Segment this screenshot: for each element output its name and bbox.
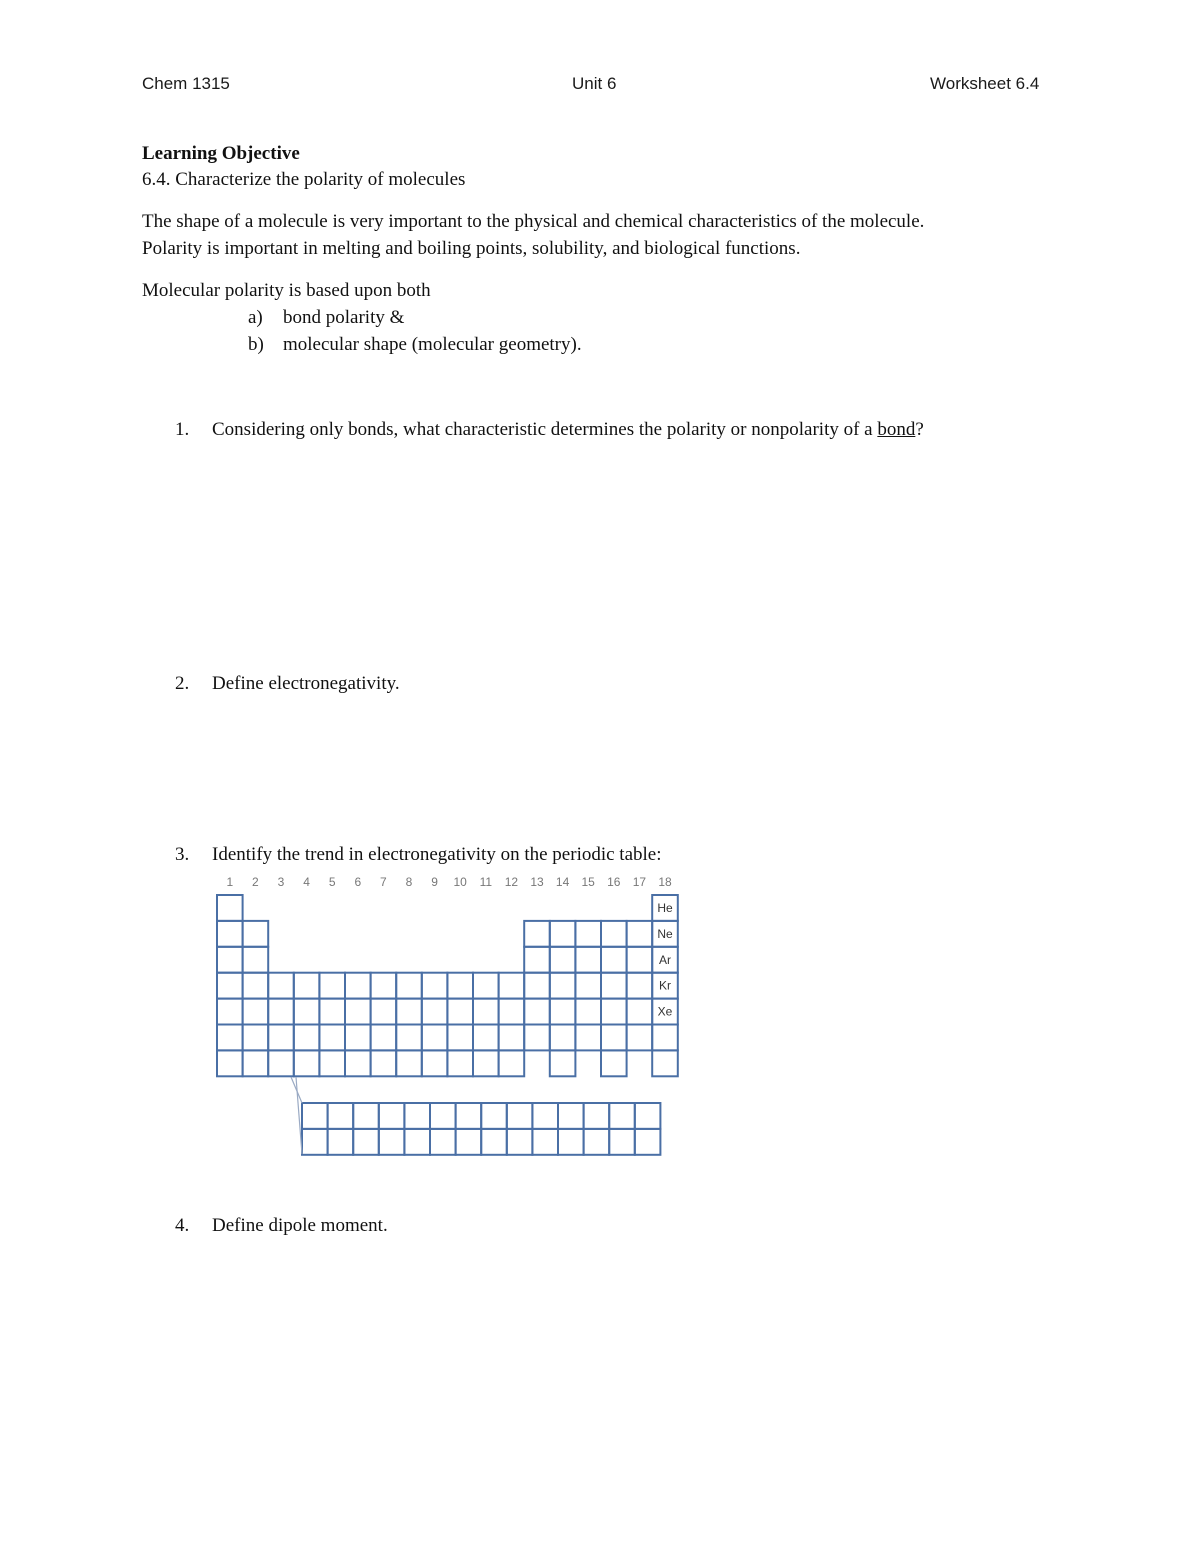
element-cell-p7-g11 [473,1050,499,1076]
basis-item-b: molecular shape (molecular geometry). [283,334,582,355]
question-1-number: 1. [175,419,190,440]
f-block-cell-r1-c4 [379,1103,405,1129]
element-cell-p6-g15 [575,1025,601,1051]
element-cell-p7-g2 [243,1050,269,1076]
group-number-17: 17 [632,875,647,889]
element-cell-p4-g7 [371,973,397,999]
element-cell-p7-g9 [422,1050,448,1076]
group-number-7: 7 [380,875,387,889]
element-cell-p7-g6 [345,1050,371,1076]
element-cell-p4-g8 [396,973,422,999]
element-cell-p5-g5 [319,999,345,1025]
element-cell-p5-g1 [217,999,243,1025]
element-cell-p5-g16 [601,999,627,1025]
group-number-1: 1 [226,875,234,889]
element-cell-p5-g17 [627,999,653,1025]
f-block-cell-r1-c2 [328,1103,354,1129]
element-cell-p7-g8 [396,1050,422,1076]
element-cell-p4-g17 [627,973,653,999]
element-cell-p4-g6 [345,973,371,999]
element-cell-p4-g16 [601,973,627,999]
f-block-cell-r2-c2 [328,1129,354,1155]
group-number-16: 16 [607,875,621,889]
f-block-cell-r2-c9 [507,1129,533,1155]
basis-marker-b: b) [248,334,264,355]
group-number-12: 12 [504,875,519,889]
element-cell-p4-g14 [550,973,576,999]
f-block-cell-r1-c3 [353,1103,379,1129]
question-1-tail: ? [915,419,924,440]
objective-heading: Learning Objective [142,143,300,164]
group-number-14: 14 [555,875,570,889]
f-block-cell-r2-c8 [481,1129,507,1155]
f-block-cell-r2-c1 [302,1129,328,1155]
element-cell-p6-g12 [499,1025,525,1051]
f-block-cell-r2-c3 [353,1129,379,1155]
basis-lead: Molecular polarity is based upon both [142,280,431,301]
element-cell-p2-g1 [217,921,243,947]
f-block-cell-r2-c14 [635,1129,661,1155]
element-cell-p2-g17 [627,921,653,947]
element-cell-p4-g13 [524,973,550,999]
element-cell-p5-g14 [550,999,576,1025]
f-block-cell-r2-c5 [404,1129,430,1155]
question-1-emphasis: bond [877,419,916,440]
element-cell-p4-g15 [575,973,601,999]
group-number-6: 6 [354,875,362,889]
element-cell-p7-g12 [499,1050,525,1076]
element-cell-p4-g3 [268,973,294,999]
noble-gas-label-kr: Kr [659,978,671,993]
element-cell-p6-g14 [550,1025,576,1051]
element-cell-p6-g7 [371,1025,397,1051]
noble-gas-label-he: He [657,901,673,915]
element-cell-p6-g10 [447,1025,473,1051]
question-2-number: 2. [175,673,190,694]
element-cell-p6-g9 [422,1025,448,1051]
f-block-cell-r1-c5 [404,1103,430,1129]
header-unit: Unit 6 [572,74,617,93]
noble-gas-label-ar: Ar [659,952,671,967]
element-cell-p7-g14 [550,1050,576,1076]
element-cell-p5-g15 [575,999,601,1025]
element-cell-p4-g10 [447,973,473,999]
intro-line-1: The shape of a molecule is very important to the physical and chemical characteristics of the molecule. [142,211,925,232]
f-block-cell-r1-c7 [456,1103,482,1129]
element-cell-p4-g4 [294,973,320,999]
basis-marker-a: a) [248,307,263,328]
element-cell-p7-g18 [652,1050,678,1076]
element-cell-p3-g13 [524,947,550,973]
element-cell-p3-g16 [601,947,627,973]
group-number-13: 13 [530,875,544,889]
f-block-cell-r1-c6 [430,1103,456,1129]
group-number-8: 8 [405,875,413,889]
question-1-text: Considering only bonds, what characteristic determines the polarity or nonpolarity of a [212,419,878,440]
f-block-cell-r1-c10 [532,1103,558,1129]
noble-gas-label-xe: Xe [657,1004,673,1019]
f-block-cell-r2-c10 [532,1129,558,1155]
element-cell-p3-g17 [627,947,653,973]
group-number-3: 3 [277,875,285,889]
f-block-cell-r1-c13 [609,1103,635,1129]
f-block-cell-r1-c14 [635,1103,661,1129]
group-number-15: 15 [581,875,595,889]
question-2-text: Define electronegativity. [212,673,400,694]
element-cell-p4-g5 [319,973,345,999]
element-cell-p7-g16 [601,1050,627,1076]
element-cell-p5-g4 [294,999,320,1025]
group-number-10: 10 [453,875,467,889]
header-worksheet: Worksheet 6.4 [930,74,1040,93]
element-cell-p6-g18 [652,1025,678,1051]
element-cell-p2-g13 [524,921,550,947]
element-cell-p7-g3 [268,1050,294,1076]
element-cell-p2-g14 [550,921,576,947]
element-cell-p6-g17 [627,1025,653,1051]
element-cell-p6-g16 [601,1025,627,1051]
element-cell-p7-g10 [447,1050,473,1076]
f-block-cell-r2-c13 [609,1129,635,1155]
group-number-18: 18 [658,875,672,889]
element-cell-p7-g7 [371,1050,397,1076]
element-cell-p3-g2 [243,947,269,973]
group-number-2: 2 [252,875,259,889]
element-cell-p6-g3 [268,1025,294,1051]
element-cell-p5-g13 [524,999,550,1025]
objective-text: 6.4. Characterize the polarity of molecules [142,169,466,190]
question-4-number: 4. [175,1215,190,1236]
element-cell-p2-g2 [243,921,269,947]
group-number-11: 11 [479,875,493,889]
element-cell-p2-g15 [575,921,601,947]
element-cell-p6-g4 [294,1025,320,1051]
basis-item-a: bond polarity & [283,307,405,328]
element-cell-p4-g2 [243,973,269,999]
element-cell-p3-g14 [550,947,576,973]
header-course: Chem 1315 [142,74,230,93]
element-cell-p5-g11 [473,999,499,1025]
f-block-cell-r1-c11 [558,1103,584,1129]
noble-gas-label-ne: Ne [657,926,673,941]
element-cell-p3-g15 [575,947,601,973]
f-block-cell-r2-c12 [584,1129,610,1155]
element-cell-p1-g1 [217,895,243,921]
element-cell-p5-g12 [499,999,525,1025]
element-cell-p5-g9 [422,999,448,1025]
element-cell-p5-g3 [268,999,294,1025]
element-cell-p6-g5 [319,1025,345,1051]
f-block-cell-r1-c1 [302,1103,328,1129]
element-cell-p3-g1 [217,947,243,973]
element-cell-p4-g11 [473,973,499,999]
f-block-cell-r2-c7 [456,1129,482,1155]
element-cell-p6-g6 [345,1025,371,1051]
element-cell-p6-g11 [473,1025,499,1051]
element-cell-p4-g9 [422,973,448,999]
f-block-cell-r1-c12 [584,1103,610,1129]
intro-line-2: Polarity is important in melting and boiling points, solubility, and biological functions. [142,238,801,259]
element-cell-p7-g4 [294,1050,320,1076]
f-block-cell-r1-c8 [481,1103,507,1129]
element-cell-p5-g8 [396,999,422,1025]
element-cell-p5-g10 [447,999,473,1025]
element-cell-p6-g1 [217,1025,243,1051]
group-number-9: 9 [431,875,438,889]
f-block-cell-r2-c4 [379,1129,405,1155]
f-block-cell-r1-c9 [507,1103,533,1129]
f-block-cell-r2-c11 [558,1129,584,1155]
element-cell-p5-g2 [243,999,269,1025]
element-cell-p6-g8 [396,1025,422,1051]
element-cell-p6-g13 [524,1025,550,1051]
element-cell-p5-g6 [345,999,371,1025]
element-cell-p4-g12 [499,973,525,999]
element-cell-p7-g1 [217,1050,243,1076]
question-3-number: 3. [175,844,190,865]
element-cell-p7-g5 [319,1050,345,1076]
group-number-5: 5 [328,875,336,889]
element-cell-p5-g7 [371,999,397,1025]
element-cell-p6-g2 [243,1025,269,1051]
element-cell-p4-g1 [217,973,243,999]
f-block-cell-r2-c6 [430,1129,456,1155]
question-4-text: Define dipole moment. [212,1215,388,1236]
element-cell-p2-g16 [601,921,627,947]
group-number-4: 4 [303,875,310,889]
question-3-text: Identify the trend in electronegativity on the periodic table: [212,844,662,865]
